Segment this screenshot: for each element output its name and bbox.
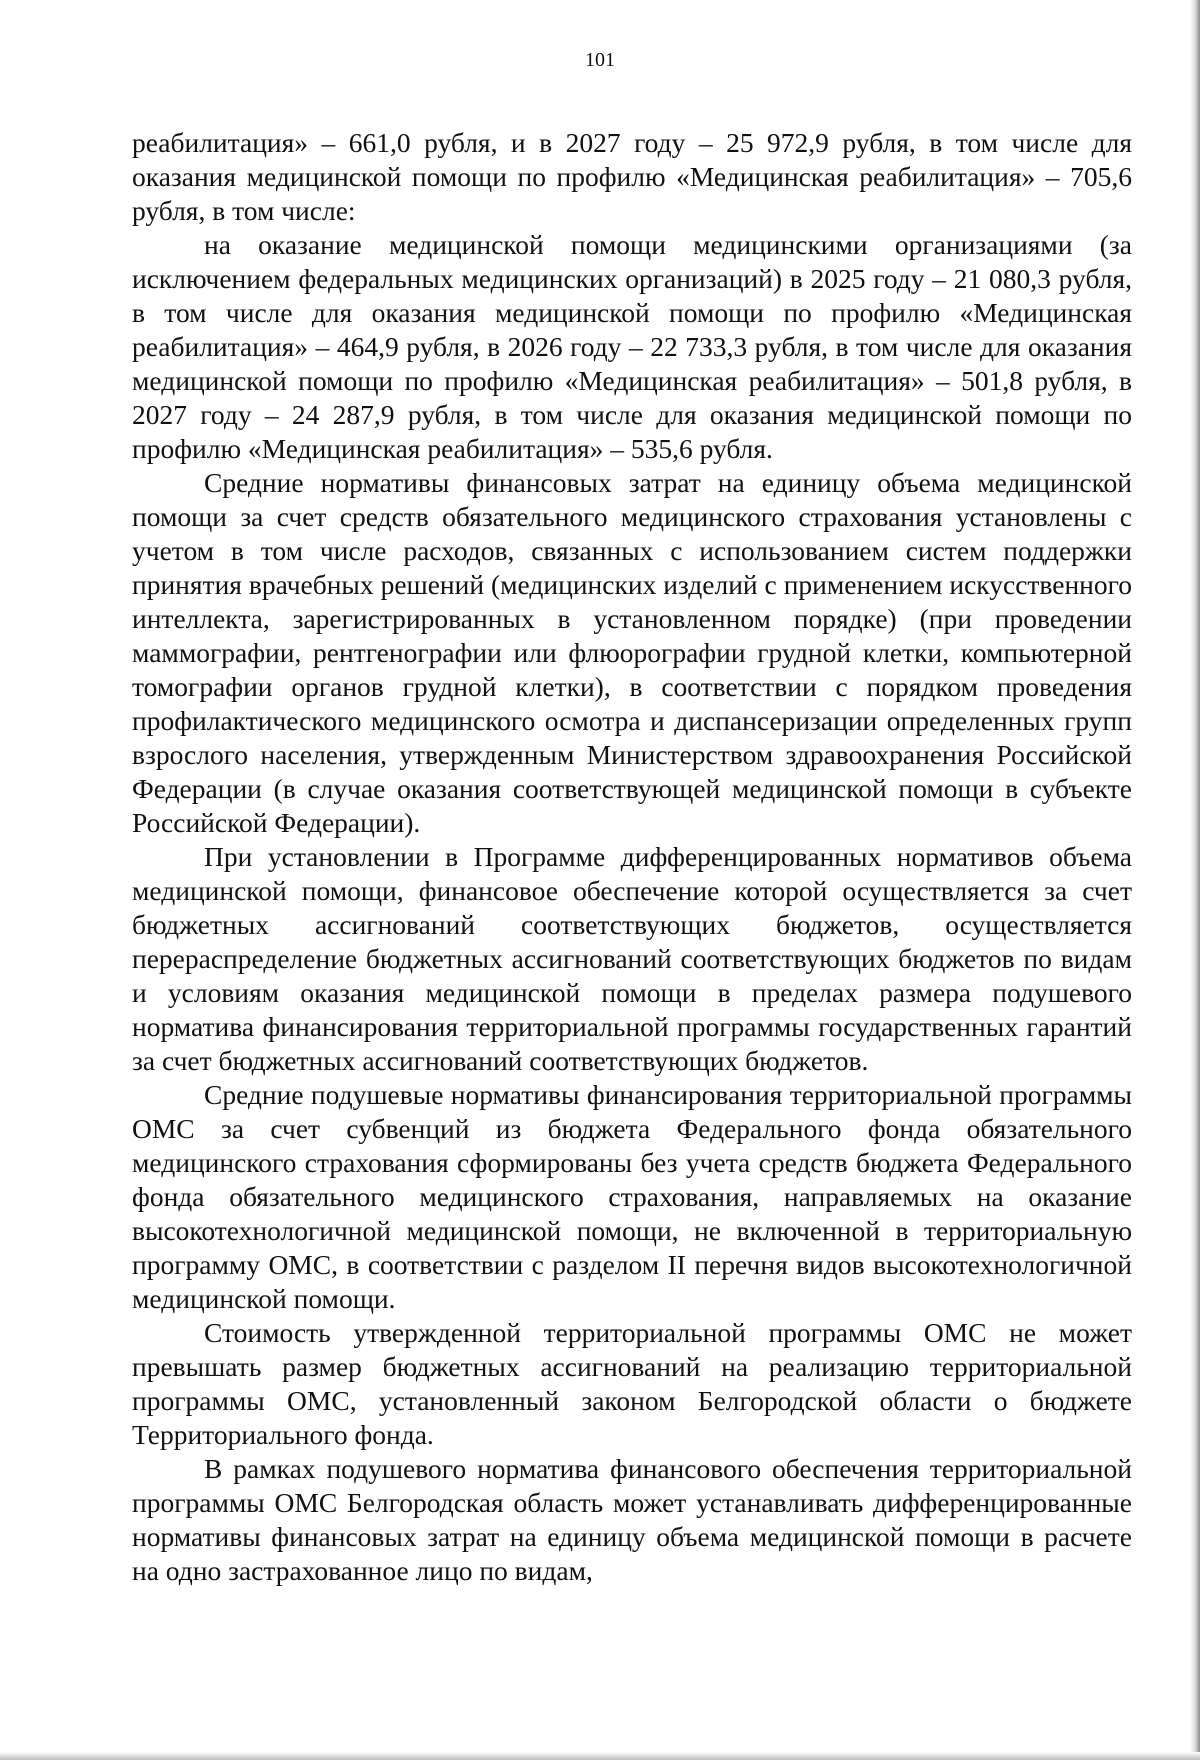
paragraph-continuation: реабилитация» – 661,0 рубля, и в 2027 году – 25 972,9 рубля, в том числе для оказания медицинской помощи по профилю «Медицинская реабилитация» – 705,6 рубля, в том числе: — [132, 127, 1132, 226]
paragraph-differentiated-norms: При установлении в Программе дифференцированных нормативов объема медицинской помощи, финансовое обеспечение которой осуществляется за счет бюджетных ассигнований соответствующих бюджетов, осуществляется перераспределение бюджетных ассигнований соответствующих бюджетов по видам и условиям оказания медицинской помощи в пределах размера подушевого норматива финансирования территориальной программы государственных гарантий за счет бюджетных ассигнований соответствующих бюджетов. — [132, 841, 1132, 1076]
document-body — [132, 126, 1132, 1588]
paragraph-program-cost: Стоимость утвержденной территориальной программы ОМС не может превышать размер бюджетных ассигнований на реализацию территориальной программы ОМС, установленный законом Белгородской области о бюджете Территориального фонда. — [132, 1317, 1132, 1450]
paragraph-per-capita-norms: Средние подушевые нормативы финансирования территориальной программы ОМС за счет субвенций из бюджета Федерального фонда обязательного медицинского страхования сформированы без учета средств бюджета Федерального фонда обязательного медицинского страхования, направляемых на оказание высокотехнологичной медицинской помощи, не включенной в территориальную программу ОМС, в соответствии с разделом II перечня видов высокотехнологичной медицинской помощи. — [132, 1079, 1132, 1314]
paragraph-average-cost-norms: Средние нормативы финансовых затрат на единицу объема медицинской помощи за счет средств обязательного медицинского страхования установлены с учетом в том числе расходов, связанных с использованием систем поддержки принятия врачебных решений (медицинских изделий с применением искусственного интеллекта, зарегистрированных в установленном порядке) (при проведении маммографии, рентгенографии или флюорографии грудной клетки, компьютерной томографии органов грудной клетки), в соответствии с порядком проведения профилактического медицинского осмотра и диспансеризации определенных групп взрослого населения, утвержденным Министерством здравоохранения Российской Федерации (в случае оказания соответствующей медицинской помощи в субъекте Российской Федерации). — [132, 467, 1132, 838]
page-number: 101 — [585, 49, 615, 71]
paragraph-belgorod-norms: В рамках подушевого норматива финансового обеспечения территориальной программы ОМС Белгородская область может устанавливать дифференцированные нормативы финансовых затрат на единицу объема медицинской помощи в расчете на одно застрахованное лицо по видам, — [132, 1453, 1132, 1586]
scan-edge-right — [1190, 0, 1200, 1760]
paragraph-funding-breakdown: на оказание медицинской помощи медицинскими организациями (за исключением федеральных медицинских организаций) в 2025 году – 21 080,3 рубля, в том числе для оказания медицинской помощи по профилю «Медицинская реабилитация» – 464,9 рубля, в 2026 году – 22 733,3 рубля, в том числе для оказания медицинской помощи по профилю «Медицинская реабилитация» – 501,8 рубля, в 2027 году – 24 287,9 рубля, в том числе для оказания медицинской помощи по профилю «Медицинская реабилитация» – 535,6 рубля. — [132, 229, 1132, 464]
scan-edge-bottom — [0, 1752, 1200, 1760]
